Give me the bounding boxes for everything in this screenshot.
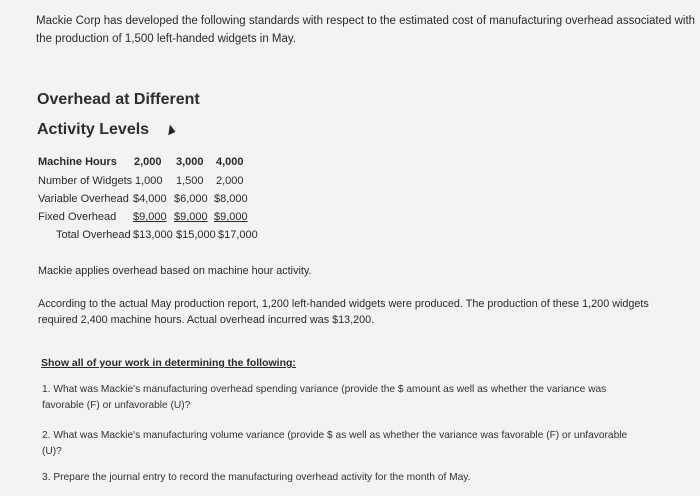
actual-production-line-1: According to the actual May production report, 1,200 left-handed widgets were produced. The production of these 1,200 widgets: [38, 298, 649, 310]
heading-line-1: Overhead at Different: [37, 91, 200, 108]
row-label-fixed-overhead: Fixed Overhead: [38, 211, 117, 223]
cell: $17,000: [218, 229, 258, 241]
cell: $9,000: [133, 211, 167, 223]
question-2-line-2: (U)?: [42, 446, 62, 457]
cell: $9,000: [174, 211, 208, 223]
intro-line-1: Mackie Corp has developed the following standards with respect to the estimated cost of manufacturing overhead associated with: [36, 15, 696, 27]
question-2: [42, 428, 627, 460]
actual-production-line-2: required 2,400 machine hours. Actual overhead incurred was $13,200.: [38, 314, 375, 326]
question-1-line-2: favorable (F) or unfavorable (U)?: [42, 400, 191, 411]
cell: 1,000: [135, 175, 163, 187]
question-3: 3. Prepare the journal entry to record the manufacturing overhead activity for the month of May.: [42, 472, 471, 483]
row-label-variable-overhead: Variable Overhead: [38, 193, 129, 205]
applies-overhead-paragraph: Mackie applies overhead based on machine hour activity.: [38, 265, 312, 277]
cell: 4,000: [216, 156, 244, 168]
mouse-cursor-icon: [164, 124, 175, 136]
intro-paragraph: [36, 12, 695, 48]
cell: $8,000: [214, 193, 248, 205]
row-label-number-of-widgets: Number of Widgets: [38, 175, 133, 187]
question-1-line-1: 1. What was Mackie's manufacturing overhead spending variance (provide the $ amount as well as whether the variance was: [42, 384, 607, 395]
row-label-machine-hours: Machine Hours: [38, 156, 117, 168]
actual-production-paragraph: [38, 296, 649, 328]
cell: 1,500: [176, 175, 204, 187]
cell: 2,000: [134, 156, 162, 168]
cell: $6,000: [174, 193, 208, 205]
heading-line-2: Activity Levels: [37, 121, 150, 138]
question-2-line-1: 2. What was Mackie's manufacturing volume variance (provide $ as well as whether the variance was favorable (F) or unfavorable: [42, 430, 628, 441]
question-1: [42, 382, 606, 414]
cell: 2,000: [216, 175, 244, 187]
instructions-heading: Show all of your work in determining the following:: [41, 357, 296, 369]
row-label-total-overhead: Total Overhead: [56, 229, 131, 241]
intro-line-2: the production of 1,500 left-handed widgets in May.: [36, 33, 296, 45]
cell: $9,000: [214, 211, 248, 223]
cell: $13,000: [133, 229, 173, 241]
cell: $15,000: [176, 229, 216, 241]
cell: 3,000: [176, 156, 204, 168]
cell: $4,000: [133, 193, 167, 205]
